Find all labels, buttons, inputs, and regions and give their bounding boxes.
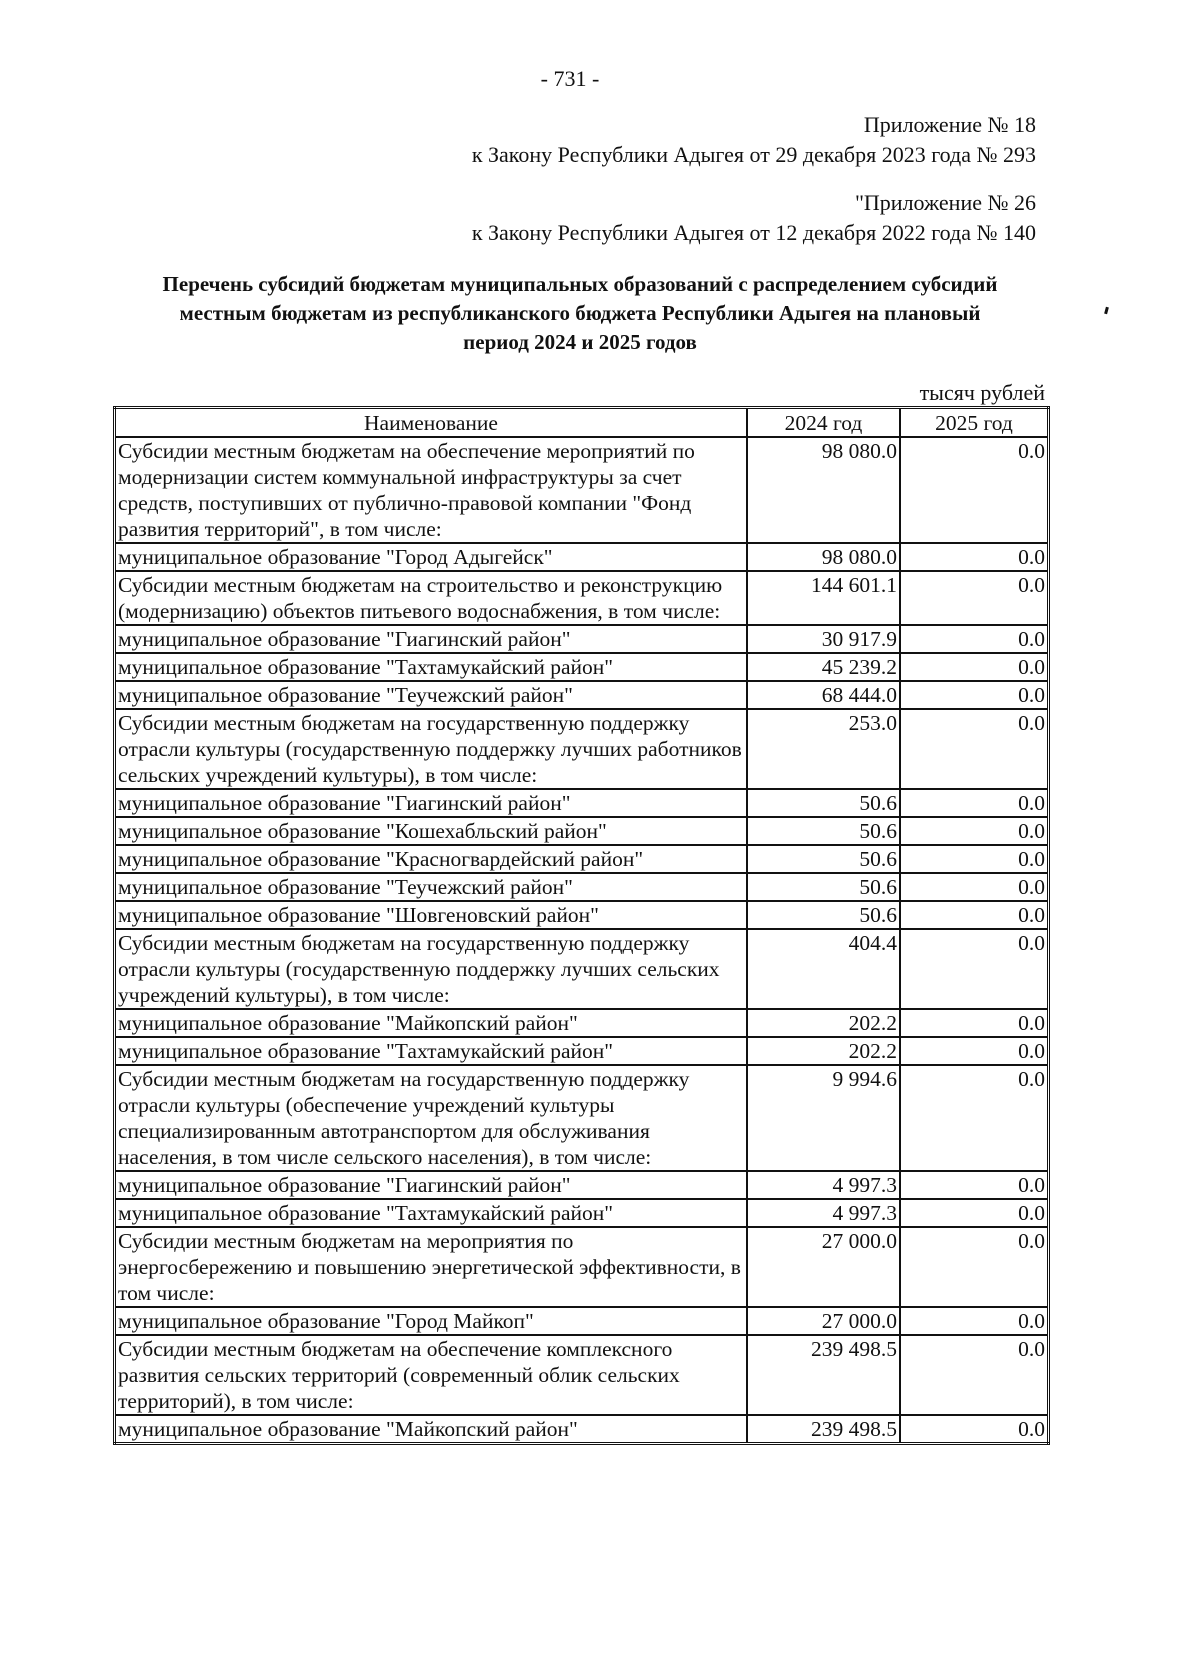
name-cell: муниципальное образование "Теучежский район" <box>115 681 748 709</box>
value-2024-cell: 202.2 <box>747 1037 900 1065</box>
municipality-row <box>115 625 1049 653</box>
value-2024-cell: 253.0 <box>747 709 900 789</box>
value-2024-cell: 50.6 <box>747 817 900 845</box>
title-line: Перечень субсидий бюджетам муниципальных образований с распределением субсидий <box>162 272 998 296</box>
value-2025-cell: 0.0 <box>900 1199 1049 1227</box>
value-2025-cell: 0.0 <box>900 653 1049 681</box>
value-2024-cell: 239 498.5 <box>747 1335 900 1415</box>
table-header-row <box>115 408 1049 438</box>
title-line: период 2024 и 2025 годов <box>463 330 697 354</box>
name-cell: Субсидии местным бюджетам на мероприятия по энергосбережению и повышению энергетической эффективности, в том числе: <box>115 1227 748 1307</box>
value-2025-cell: 0.0 <box>900 1335 1049 1415</box>
name-cell: муниципальное образование "Гиагинский район" <box>115 1171 748 1199</box>
value-2024-cell: 404.4 <box>747 929 900 1009</box>
value-2025-cell: 0.0 <box>900 681 1049 709</box>
name-cell: муниципальное образование "Тахтамукайский район" <box>115 1037 748 1065</box>
municipality-row <box>115 873 1049 901</box>
value-2024-cell: 144 601.1 <box>747 571 900 625</box>
municipality-row <box>115 1037 1049 1065</box>
amended-appendix-number: "Приложение № 26 <box>854 190 1036 215</box>
value-2025-cell: 0.0 <box>900 873 1049 901</box>
value-2024-cell: 27 000.0 <box>747 1307 900 1335</box>
units-label: тысяч рублей <box>919 380 1045 405</box>
subsidy-group-row <box>115 1227 1049 1307</box>
value-2024-cell: 50.6 <box>747 873 900 901</box>
municipality-row <box>115 901 1049 929</box>
value-2025-cell: 0.0 <box>900 901 1049 929</box>
municipality-row <box>115 845 1049 873</box>
value-2025-cell: 0.0 <box>900 709 1049 789</box>
amended-law-reference: к Закону Республики Адыгея от 12 декабря 2022 года № 140 <box>471 220 1036 245</box>
amended-appendix-reference <box>472 188 1036 248</box>
municipality-row <box>115 1415 1049 1444</box>
municipality-row <box>115 1009 1049 1037</box>
name-cell: Субсидии местным бюджетам на строительство и реконструкцию (модернизацию) объектов питьевого водоснабжения, в том числе: <box>115 571 748 625</box>
title-line: местным бюджетам из республиканского бюджета Республики Адыгея на плановый <box>179 301 981 325</box>
value-2025-cell: 0.0 <box>900 1065 1049 1171</box>
subsidy-group-row <box>115 1335 1049 1415</box>
subsidy-group-row <box>115 709 1049 789</box>
header-name: Наименование <box>115 408 748 438</box>
name-cell: муниципальное образование "Теучежский район" <box>115 873 748 901</box>
name-cell: Субсидии местным бюджетам на обеспечение комплексного развития сельских территорий (современный облик сельских территорий), в том числе: <box>115 1335 748 1415</box>
value-2024-cell: 50.6 <box>747 789 900 817</box>
name-cell: Субсидии местным бюджетам на обеспечение мероприятий по модернизации систем коммунальной инфраструктуры за счет средств, поступивших от публично-правовой компании "Фонд развития территорий", в том числе: <box>115 437 748 543</box>
municipality-row <box>115 681 1049 709</box>
value-2024-cell: 4 997.3 <box>747 1199 900 1227</box>
value-2024-cell: 98 080.0 <box>747 437 900 543</box>
name-cell: муниципальное образование "Шовгеновский район" <box>115 901 748 929</box>
value-2024-cell: 239 498.5 <box>747 1415 900 1444</box>
name-cell: муниципальное образование "Тахтамукайский район" <box>115 653 748 681</box>
municipality-row <box>115 1199 1049 1227</box>
scan-artifact <box>1104 307 1109 315</box>
name-cell: муниципальное образование "Кошехабльский район" <box>115 817 748 845</box>
value-2025-cell: 0.0 <box>900 929 1049 1009</box>
name-cell: муниципальное образование "Город Адыгейск" <box>115 543 748 571</box>
subsidy-group-row <box>115 1065 1049 1171</box>
municipality-row <box>115 1171 1049 1199</box>
appendix-number: Приложение № 18 <box>863 112 1036 137</box>
value-2025-cell: 0.0 <box>900 543 1049 571</box>
subsidy-group-row <box>115 571 1049 625</box>
page-number: - 731 - <box>540 66 600 91</box>
value-2024-cell: 50.6 <box>747 845 900 873</box>
name-cell: Субсидии местным бюджетам на государственную поддержку отрасли культуры (обеспечение учреждений культуры специализированным автотранспортом для обслуживания населения, в том числе сельского населения), в том числе: <box>115 1065 748 1171</box>
value-2025-cell: 0.0 <box>900 1307 1049 1335</box>
name-cell: муниципальное образование "Гиагинский район" <box>115 625 748 653</box>
value-2024-cell: 27 000.0 <box>747 1227 900 1307</box>
value-2025-cell: 0.0 <box>900 571 1049 625</box>
appendix-law-reference: к Закону Республики Адыгея от 29 декабря 2023 года № 293 <box>471 142 1036 167</box>
value-2025-cell: 0.0 <box>900 817 1049 845</box>
name-cell: муниципальное образование "Красногвардейский район" <box>115 845 748 873</box>
municipality-row <box>115 543 1049 571</box>
value-2024-cell: 50.6 <box>747 901 900 929</box>
value-2025-cell: 0.0 <box>900 1037 1049 1065</box>
name-cell: муниципальное образование "Гиагинский район" <box>115 789 748 817</box>
value-2024-cell: 30 917.9 <box>747 625 900 653</box>
value-2025-cell: 0.0 <box>900 1415 1049 1444</box>
municipality-row <box>115 1307 1049 1335</box>
value-2025-cell: 0.0 <box>900 1171 1049 1199</box>
value-2024-cell: 202.2 <box>747 1009 900 1037</box>
municipality-row <box>115 653 1049 681</box>
table-body <box>115 437 1049 1444</box>
value-2025-cell: 0.0 <box>900 1009 1049 1037</box>
name-cell: Субсидии местным бюджетам на государственную поддержку отрасли культуры (государственную поддержку лучших работников сельских учреждений культуры), в том числе: <box>115 709 748 789</box>
name-cell: муниципальное образование "Майкопский район" <box>115 1415 748 1444</box>
appendix-reference <box>472 110 1036 170</box>
name-cell: Субсидии местным бюджетам на государственную поддержку отрасли культуры (государственную поддержку лучших сельских учреждений культуры), в том числе: <box>115 929 748 1009</box>
value-2024-cell: 68 444.0 <box>747 681 900 709</box>
name-cell: муниципальное образование "Тахтамукайский район" <box>115 1199 748 1227</box>
value-2024-cell: 98 080.0 <box>747 543 900 571</box>
value-2024-cell: 9 994.6 <box>747 1065 900 1171</box>
value-2024-cell: 4 997.3 <box>747 1171 900 1199</box>
subsidy-group-row <box>115 437 1049 543</box>
municipality-row <box>115 817 1049 845</box>
header-2025: 2025 год <box>900 408 1049 438</box>
value-2024-cell: 45 239.2 <box>747 653 900 681</box>
value-2025-cell: 0.0 <box>900 1227 1049 1307</box>
subsidies-table <box>113 406 1050 1445</box>
value-2025-cell: 0.0 <box>900 437 1049 543</box>
value-2025-cell: 0.0 <box>900 845 1049 873</box>
subsidy-group-row <box>115 929 1049 1009</box>
name-cell: муниципальное образование "Город Майкоп" <box>115 1307 748 1335</box>
document-title <box>100 270 1060 357</box>
name-cell: муниципальное образование "Майкопский район" <box>115 1009 748 1037</box>
value-2025-cell: 0.0 <box>900 625 1049 653</box>
header-2024: 2024 год <box>747 408 900 438</box>
value-2025-cell: 0.0 <box>900 789 1049 817</box>
municipality-row <box>115 789 1049 817</box>
